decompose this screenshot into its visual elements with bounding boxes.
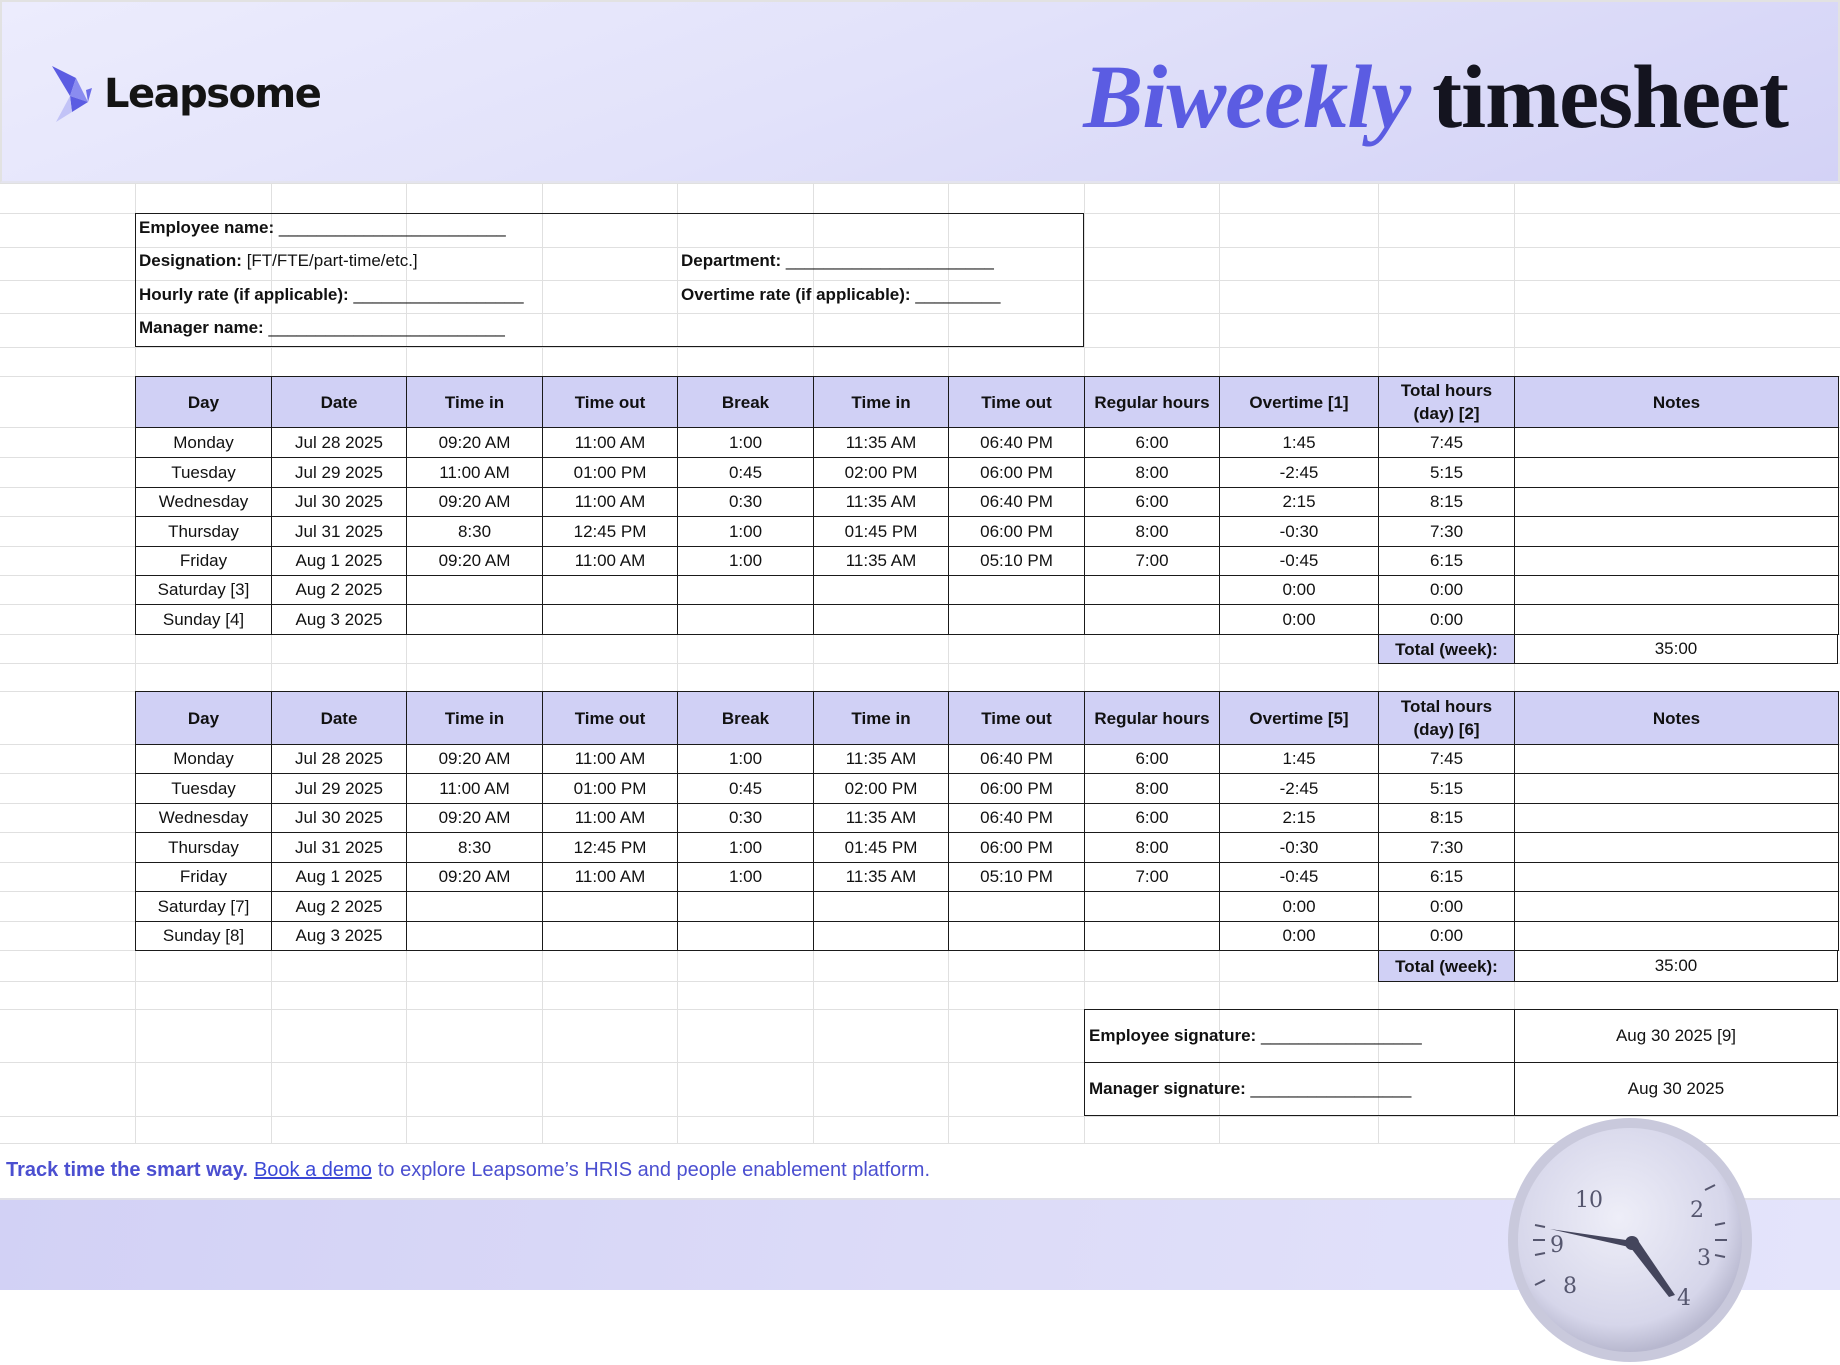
notes-cell[interactable] — [1514, 457, 1839, 488]
table-cell[interactable]: 12:45 PM — [542, 832, 678, 863]
table-cell[interactable]: 11:35 AM — [813, 803, 949, 833]
table-cell[interactable] — [1084, 604, 1220, 635]
table-cell[interactable] — [948, 575, 1085, 605]
table-cell[interactable]: 7:30 — [1378, 832, 1515, 863]
table-cell[interactable]: Jul 29 2025 — [271, 773, 407, 804]
table-cell[interactable]: Aug 3 2025 — [271, 921, 407, 951]
table-cell[interactable]: 06:00 PM — [948, 516, 1085, 547]
table-cell[interactable]: 09:20 AM — [406, 803, 543, 833]
designation-field[interactable] — [139, 251, 418, 271]
total-week-label: Total (week): — [1378, 950, 1515, 982]
table-cell[interactable]: Aug 1 2025 — [271, 862, 407, 892]
table-cell[interactable]: 0:00 — [1378, 921, 1515, 951]
total-week-value[interactable]: 35:00 — [1514, 950, 1838, 982]
table-cell[interactable]: 7:45 — [1378, 427, 1515, 458]
svg-text:8: 8 — [1563, 1274, 1577, 1299]
table-cell[interactable]: 11:35 AM — [813, 862, 949, 892]
table-cell[interactable]: Saturday [3] — [135, 575, 272, 605]
employee-name-field[interactable] — [139, 218, 506, 238]
notes-cell[interactable] — [1514, 832, 1839, 863]
clock-icon — [1505, 1115, 1755, 1365]
table-cell[interactable]: 09:20 AM — [406, 546, 543, 576]
table-cell[interactable]: Jul 31 2025 — [271, 832, 407, 863]
book-demo-link[interactable]: Book a demo — [253, 1159, 372, 1181]
table-cell[interactable] — [677, 575, 814, 605]
column-header[interactable]: Break — [677, 376, 814, 428]
table-cell[interactable]: 6:00 — [1084, 427, 1220, 458]
table-cell[interactable]: 0:00 — [1219, 921, 1379, 951]
footer-bold-text: Track time the smart way. — [6, 1159, 248, 1181]
grid-col-line — [1219, 183, 1220, 1143]
department-value: ______________________ — [785, 251, 994, 270]
table-cell[interactable]: 06:00 PM — [948, 832, 1085, 863]
table-cell[interactable]: 8:00 — [1084, 516, 1220, 547]
overtime-rate-value: _________ — [915, 285, 1001, 304]
table-cell[interactable] — [542, 604, 678, 635]
total-week-value[interactable]: 35:00 — [1514, 634, 1838, 664]
table-cell[interactable]: 0:00 — [1219, 604, 1379, 635]
overtime-rate-label: Overtime rate (if applicable): — [681, 285, 911, 304]
notes-cell[interactable] — [1514, 546, 1839, 576]
table-cell[interactable]: Tuesday — [135, 773, 272, 804]
table-cell[interactable]: 6:15 — [1378, 862, 1515, 892]
table-cell[interactable]: Monday — [135, 427, 272, 458]
table-cell[interactable]: Sunday [8] — [135, 921, 272, 951]
footer-rest-text: to explore Leapsome’s HRIS and people enablement platform. — [377, 1159, 931, 1181]
table-cell[interactable] — [1084, 891, 1220, 922]
column-header[interactable]: Time out — [542, 376, 678, 428]
notes-cell[interactable] — [1514, 604, 1839, 635]
table-cell[interactable] — [813, 575, 949, 605]
column-header[interactable]: Date — [271, 376, 407, 428]
column-header[interactable]: Notes — [1514, 376, 1839, 428]
table-cell[interactable]: 0:30 — [677, 803, 814, 833]
column-header[interactable]: Regular hours — [1084, 691, 1220, 745]
table-cell[interactable] — [948, 891, 1085, 922]
column-header[interactable]: Day — [135, 691, 272, 745]
table-cell[interactable]: 7:00 — [1084, 546, 1220, 576]
table-cell[interactable]: 5:15 — [1378, 773, 1515, 804]
table-cell[interactable]: 12:45 PM — [542, 516, 678, 547]
table-cell[interactable]: Jul 30 2025 — [271, 487, 407, 517]
table-cell[interactable]: 1:00 — [677, 516, 814, 547]
svg-text:9: 9 — [1550, 1233, 1564, 1258]
notes-cell[interactable] — [1514, 773, 1839, 804]
table-cell[interactable]: 8:15 — [1378, 803, 1515, 833]
notes-cell[interactable] — [1514, 744, 1839, 774]
manager-signature-line: _________________ — [1250, 1079, 1412, 1098]
hourly-rate-label: Hourly rate (if applicable): — [139, 285, 349, 304]
header-banner — [0, 0, 1840, 183]
table-cell[interactable]: 0:00 — [1378, 575, 1515, 605]
table-cell[interactable]: 1:00 — [677, 744, 814, 774]
column-header[interactable]: Total hours (day) [2] — [1378, 376, 1515, 428]
column-header[interactable]: Day — [135, 376, 272, 428]
table-cell[interactable] — [406, 604, 543, 635]
table-cell[interactable] — [1084, 575, 1220, 605]
manager-name-field[interactable] — [139, 318, 505, 338]
table-cell[interactable]: -0:30 — [1219, 832, 1379, 863]
table-cell[interactable]: 1:00 — [677, 546, 814, 576]
table-cell[interactable]: Jul 31 2025 — [271, 516, 407, 547]
notes-cell[interactable] — [1514, 862, 1839, 892]
table-cell[interactable] — [677, 604, 814, 635]
svg-text:3: 3 — [1697, 1246, 1711, 1271]
brand-name: Leapsome — [104, 71, 321, 117]
table-cell[interactable]: -2:45 — [1219, 457, 1379, 488]
total-week-label: Total (week): — [1378, 634, 1515, 664]
table-cell[interactable]: 11:35 AM — [813, 487, 949, 517]
table-cell[interactable]: -2:45 — [1219, 773, 1379, 804]
manager-name-value: _________________________ — [268, 318, 505, 337]
table-cell[interactable]: 11:00 AM — [406, 773, 543, 804]
table-cell[interactable]: Jul 28 2025 — [271, 744, 407, 774]
table-cell[interactable] — [542, 921, 678, 951]
hourly-rate-field[interactable] — [139, 285, 524, 305]
column-header[interactable]: Regular hours — [1084, 376, 1220, 428]
table-cell[interactable]: 09:20 AM — [406, 862, 543, 892]
column-header[interactable]: Overtime [1] — [1219, 376, 1379, 428]
table-cell[interactable]: 1:00 — [677, 832, 814, 863]
table-cell[interactable]: 2:15 — [1219, 803, 1379, 833]
column-header[interactable]: Time in — [813, 376, 949, 428]
title-regular: timesheet — [1432, 47, 1788, 147]
table-cell[interactable]: Jul 30 2025 — [271, 803, 407, 833]
table-cell[interactable]: -0:45 — [1219, 862, 1379, 892]
column-header[interactable]: Time out — [948, 376, 1085, 428]
table-cell[interactable]: 7:00 — [1084, 862, 1220, 892]
table-cell[interactable]: 09:20 AM — [406, 487, 543, 517]
table-cell[interactable]: 2:15 — [1219, 487, 1379, 517]
table-cell[interactable]: 11:00 AM — [542, 803, 678, 833]
table-cell[interactable]: 6:00 — [1084, 487, 1220, 517]
table-cell[interactable]: Jul 29 2025 — [271, 457, 407, 488]
table-cell[interactable]: 11:00 AM — [542, 862, 678, 892]
column-header[interactable]: Time in — [406, 376, 543, 428]
overtime-rate-field[interactable] — [681, 285, 1000, 305]
table-cell[interactable]: 8:15 — [1378, 487, 1515, 517]
table-cell[interactable]: Thursday — [135, 832, 272, 863]
table-cell[interactable]: 06:40 PM — [948, 427, 1085, 458]
table-cell[interactable]: 1:45 — [1219, 427, 1379, 458]
grid-row-line — [0, 183, 1840, 184]
table-cell[interactable]: Thursday — [135, 516, 272, 547]
manager-signature-label: Manager signature: — [1089, 1079, 1246, 1098]
table-cell[interactable]: 0:30 — [677, 487, 814, 517]
column-header[interactable]: Notes — [1514, 691, 1839, 745]
table-cell[interactable]: 06:40 PM — [948, 487, 1085, 517]
notes-cell[interactable] — [1514, 921, 1839, 951]
table-cell[interactable]: Aug 2 2025 — [271, 575, 407, 605]
table-cell[interactable]: Tuesday — [135, 457, 272, 488]
notes-cell[interactable] — [1514, 891, 1839, 922]
table-cell[interactable] — [677, 921, 814, 951]
designation-value: [FT/FTE/part-time/etc.] — [246, 251, 418, 270]
table-cell[interactable]: 02:00 PM — [813, 773, 949, 804]
column-header[interactable]: Break — [677, 691, 814, 745]
table-cell[interactable] — [948, 604, 1085, 635]
table-cell[interactable]: 01:00 PM — [542, 773, 678, 804]
table-cell[interactable]: Friday — [135, 546, 272, 576]
designation-label: Designation: — [139, 251, 242, 270]
table-cell[interactable]: 6:00 — [1084, 803, 1220, 833]
manager-signature-field[interactable] — [1085, 1063, 1515, 1115]
table-cell[interactable]: 11:35 AM — [813, 546, 949, 576]
column-header[interactable]: Time in — [406, 691, 543, 745]
title-italic: Biweekly — [1083, 47, 1411, 147]
table-cell[interactable]: 06:00 PM — [948, 457, 1085, 488]
table-cell[interactable]: 05:10 PM — [948, 546, 1085, 576]
employee-name-value: ________________________ — [278, 218, 506, 237]
table-cell[interactable]: Wednesday — [135, 487, 272, 517]
column-header[interactable]: Time in — [813, 691, 949, 745]
table-cell[interactable]: 8:00 — [1084, 773, 1220, 804]
page-title — [1083, 42, 1788, 152]
table-cell[interactable] — [406, 575, 543, 605]
column-header[interactable]: Date — [271, 691, 407, 745]
table-cell[interactable] — [813, 604, 949, 635]
employee-signature-label: Employee signature: — [1089, 1026, 1257, 1045]
table-cell[interactable] — [948, 921, 1085, 951]
table-cell[interactable]: Saturday [7] — [135, 891, 272, 922]
table-cell[interactable]: -0:45 — [1219, 546, 1379, 576]
table-cell[interactable] — [542, 891, 678, 922]
table-cell[interactable]: 8:30 — [406, 832, 543, 863]
table-cell[interactable]: 0:00 — [1219, 575, 1379, 605]
table-cell[interactable] — [677, 891, 814, 922]
department-field[interactable] — [681, 251, 994, 271]
table-cell[interactable]: 6:15 — [1378, 546, 1515, 576]
table-cell[interactable]: 11:00 AM — [542, 427, 678, 458]
employee-signature-field[interactable] — [1085, 1010, 1515, 1063]
footer-cta — [6, 1143, 930, 1198]
table-cell[interactable]: Wednesday — [135, 803, 272, 833]
table-cell[interactable]: -0:30 — [1219, 516, 1379, 547]
employee-signature-date[interactable]: Aug 30 2025 [9] — [1515, 1010, 1837, 1063]
table-cell[interactable]: 6:00 — [1084, 744, 1220, 774]
table-cell[interactable]: 7:45 — [1378, 744, 1515, 774]
column-header[interactable]: Time out — [948, 691, 1085, 745]
table-cell[interactable]: 1:00 — [677, 862, 814, 892]
table-cell[interactable]: 06:40 PM — [948, 803, 1085, 833]
signature-box — [1084, 1009, 1838, 1116]
table-cell[interactable]: 1:45 — [1219, 744, 1379, 774]
column-header[interactable]: Total hours (day) [6] — [1378, 691, 1515, 745]
table-cell[interactable]: Aug 1 2025 — [271, 546, 407, 576]
grid-col-line — [1084, 183, 1085, 1143]
table-cell[interactable]: 0:45 — [677, 457, 814, 488]
table-cell[interactable]: 06:00 PM — [948, 773, 1085, 804]
table-cell[interactable]: 11:00 AM — [542, 487, 678, 517]
manager-name-label: Manager name: — [139, 318, 264, 337]
table-cell[interactable]: 09:20 AM — [406, 427, 543, 458]
table-cell[interactable]: 06:40 PM — [948, 744, 1085, 774]
manager-signature-date[interactable]: Aug 30 2025 — [1627, 1079, 1725, 1098]
notes-cell[interactable] — [1514, 516, 1839, 547]
table-cell[interactable]: 11:00 AM — [542, 744, 678, 774]
table-cell[interactable]: 01:00 PM — [542, 457, 678, 488]
table-cell[interactable]: 02:00 PM — [813, 457, 949, 488]
table-cell[interactable]: 0:45 — [677, 773, 814, 804]
leapsome-bird-icon — [50, 64, 94, 124]
table-cell[interactable]: 05:10 PM — [948, 862, 1085, 892]
notes-cell[interactable] — [1514, 487, 1839, 517]
table-cell[interactable] — [542, 575, 678, 605]
department-label: Department: — [681, 251, 782, 270]
table-cell[interactable]: Monday — [135, 744, 272, 774]
table-cell[interactable]: Aug 3 2025 — [271, 604, 407, 635]
brand-logo[interactable] — [50, 64, 320, 124]
column-header[interactable]: Overtime [5] — [1219, 691, 1379, 745]
table-cell[interactable]: 01:45 PM — [813, 832, 949, 863]
table-cell[interactable]: 8:00 — [1084, 832, 1220, 863]
hourly-rate-value: __________________ — [353, 285, 524, 304]
employee-info-box — [135, 213, 1084, 347]
table-cell[interactable]: Friday — [135, 862, 272, 892]
table-cell[interactable]: 11:00 AM — [406, 457, 543, 488]
table-cell[interactable]: 11:35 AM — [813, 427, 949, 458]
svg-text:10: 10 — [1575, 1188, 1603, 1213]
table-cell[interactable]: Aug 2 2025 — [271, 891, 407, 922]
svg-text:4: 4 — [1677, 1286, 1691, 1311]
table-cell[interactable]: 5:15 — [1378, 457, 1515, 488]
notes-cell[interactable] — [1514, 427, 1839, 458]
table-cell[interactable]: 11:35 AM — [813, 744, 949, 774]
table-cell[interactable] — [813, 921, 949, 951]
table-cell[interactable] — [406, 891, 543, 922]
footer-banner — [0, 1188, 1840, 1311]
table-cell[interactable]: Sunday [4] — [135, 604, 272, 635]
notes-cell[interactable] — [1514, 575, 1839, 605]
notes-cell[interactable] — [1514, 803, 1839, 833]
table-cell[interactable]: 1:00 — [677, 427, 814, 458]
table-cell[interactable]: 8:30 — [406, 516, 543, 547]
table-cell[interactable]: 01:45 PM — [813, 516, 949, 547]
table-cell[interactable] — [813, 891, 949, 922]
table-cell[interactable]: 8:00 — [1084, 457, 1220, 488]
employee-signature-line: _________________ — [1260, 1026, 1422, 1045]
table-cell[interactable] — [1084, 921, 1220, 951]
grid-row-line — [0, 347, 1840, 348]
table-cell[interactable]: 09:20 AM — [406, 744, 543, 774]
svg-text:2: 2 — [1690, 1198, 1704, 1223]
table-cell[interactable]: 0:00 — [1219, 891, 1379, 922]
column-header[interactable]: Time out — [542, 691, 678, 745]
table-cell[interactable]: 11:00 AM — [542, 546, 678, 576]
table-cell[interactable]: 0:00 — [1378, 604, 1515, 635]
table-cell[interactable] — [406, 921, 543, 951]
employee-name-label: Employee name: — [139, 218, 275, 237]
table-cell[interactable]: Jul 28 2025 — [271, 427, 407, 458]
table-cell[interactable]: 0:00 — [1378, 891, 1515, 922]
table-cell[interactable]: 7:30 — [1378, 516, 1515, 547]
